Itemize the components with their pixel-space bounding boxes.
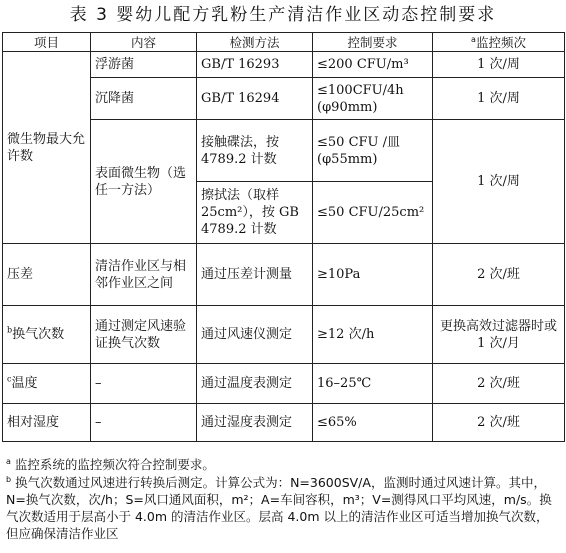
pressure-frequency: 2 次/班 bbox=[433, 244, 565, 306]
floating-method: GB/T 16293 bbox=[197, 52, 313, 78]
air-item bbox=[3, 306, 91, 364]
air-item-label: 换气次数 bbox=[12, 327, 65, 342]
table-row bbox=[3, 52, 565, 78]
header-frequency-label: 监控频次 bbox=[475, 34, 526, 50]
temp-item-label: 温度 bbox=[11, 376, 38, 391]
footnote-mark-c: c bbox=[7, 374, 12, 384]
temp-content: – bbox=[91, 364, 197, 404]
floating-content: 浮游菌 bbox=[91, 52, 197, 78]
header-row bbox=[3, 33, 565, 52]
settling-frequency: 1 次/周 bbox=[433, 78, 565, 120]
floating-requirement: ≤200 CFU/m³ bbox=[313, 52, 433, 78]
settling-requirement: ≤100CFU/4h (φ90mm) bbox=[313, 78, 433, 120]
settling-content: 沉降菌 bbox=[91, 78, 197, 120]
contact-requirement: ≤50 CFU /皿 (φ55mm) bbox=[313, 120, 433, 182]
footnote-a-mark: a bbox=[6, 456, 11, 466]
swab-requirement: ≤50 CFU/25cm² bbox=[313, 182, 433, 244]
table-row bbox=[3, 404, 565, 442]
header-item: 项目 bbox=[3, 33, 91, 52]
table-row bbox=[3, 364, 565, 404]
footnote-mark-a: a bbox=[471, 34, 476, 44]
footnote-a bbox=[6, 456, 560, 473]
surface-frequency: 1 次/周 bbox=[433, 120, 565, 244]
table-row bbox=[3, 306, 565, 364]
temp-item bbox=[3, 364, 91, 404]
header-content: 内容 bbox=[91, 33, 197, 52]
surface-content: 表面微生物（选任一方法） bbox=[91, 120, 197, 244]
air-content: 通过测定风速验证换气次数 bbox=[91, 306, 197, 364]
humidity-frequency: 2 次/班 bbox=[433, 404, 565, 442]
pressure-item: 压差 bbox=[3, 244, 91, 306]
settling-method: GB/T 16294 bbox=[197, 78, 313, 120]
pressure-requirement: ≥10Pa bbox=[313, 244, 433, 306]
air-frequency: 更换高效过滤器时或 1 次/月 bbox=[433, 306, 565, 364]
micro-item-cell: 微生物最大允许数 bbox=[3, 52, 91, 244]
air-requirement: ≥12 次/h bbox=[313, 306, 433, 364]
humidity-method: 通过湿度表测定 bbox=[197, 404, 313, 442]
temp-method: 通过温度表测定 bbox=[197, 364, 313, 404]
air-method: 通过风速仪测定 bbox=[197, 306, 313, 364]
swab-method: 擦拭法（取样 25cm²），按 GB 4789.2 计数 bbox=[197, 182, 313, 244]
header-frequency bbox=[433, 33, 565, 52]
footnote-mark-b: b bbox=[7, 325, 13, 335]
header-method: 检测方法 bbox=[197, 33, 313, 52]
pressure-content: 清洁作业区与相邻作业区之间 bbox=[91, 244, 197, 306]
footnote-b bbox=[6, 474, 560, 553]
humidity-content: – bbox=[91, 404, 197, 442]
header-requirement: 控制要求 bbox=[313, 33, 433, 52]
table-row bbox=[3, 244, 565, 306]
pressure-method: 通过压差计测量 bbox=[197, 244, 313, 306]
contact-method: 接触碟法，按 4789.2 计数 bbox=[197, 120, 313, 182]
footnote-a-text: 监控系统的监控频次符合控制要求。 bbox=[14, 457, 215, 472]
temp-frequency: 2 次/班 bbox=[433, 364, 565, 404]
control-requirements-table bbox=[2, 32, 565, 442]
table-title: 表 3 婴幼儿配方乳粉生产清洁作业区动态控制要求 bbox=[69, 5, 497, 25]
humidity-requirement: ≤65% bbox=[313, 404, 433, 442]
floating-frequency: 1 次/周 bbox=[433, 52, 565, 78]
footnote-b-mark: b bbox=[6, 474, 12, 484]
footnote-b-text: 换气次数通过风速进行转换后测定。计算公式为：N=3600SV/A，监测时通过风速计算。其中，N=换气次数，次/h；S=风口通风面积，m²；A=车间容积，m³；V=测得风口平均风速，m/s。换气次数适用于层高小于 4.0m 的清洁作业区。层高 4.0m 以上的清洁作业区可适当增加换气次数，但应确保清洁作业区 bbox=[6, 475, 552, 541]
humidity-item: 相对湿度 bbox=[3, 404, 91, 442]
temp-requirement: 16–25℃ bbox=[313, 364, 433, 404]
